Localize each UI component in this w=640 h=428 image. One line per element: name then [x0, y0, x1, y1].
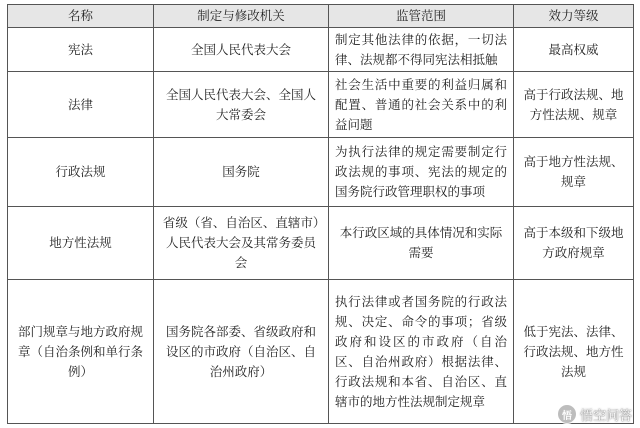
- row-scope: 社会生活中重要的利益归属和配置、普通的社会关系中的利益问题: [329, 72, 514, 138]
- row-name: 法律: [8, 72, 154, 138]
- header-authority: 制定与修改机关: [154, 5, 329, 28]
- row-authority: 省级（省、自治区、直辖市）人民代表大会及其常务委员会: [154, 206, 329, 280]
- row-name: 部门规章与地方政府规章（自治条例和单行条例）: [8, 280, 154, 424]
- row-name: 地方性法规: [8, 206, 154, 280]
- table-row: [8, 206, 634, 280]
- row-scope: 执行法律或者国务院的行政法规、决定、命令的事项；省级政府和设区的市政府（自治区、自治州政府）根据法律、行政法规和本省、自治区、直辖市的地方性法规制定规章: [329, 280, 514, 424]
- table-header-row: [8, 5, 634, 28]
- row-authority: 全国人民代表大会、全国人大常委会: [154, 72, 329, 138]
- header-name: 名称: [8, 5, 154, 28]
- row-level: 低于宪法、法律、行政法规、地方性法规: [514, 280, 634, 424]
- law-hierarchy-table: [7, 4, 634, 424]
- header-scope: 监管范围: [329, 5, 514, 28]
- table-row: [8, 72, 634, 138]
- table-row: [8, 138, 634, 206]
- row-name: 宪法: [8, 28, 154, 72]
- row-authority: 国务院: [154, 138, 329, 206]
- row-authority: 国务院各部委、省级政府和设区的市政府（自治区、自治州政府）: [154, 280, 329, 424]
- row-name: 行政法规: [8, 138, 154, 206]
- row-scope: 为执行法律的规定需要制定行政法规的事项、宪法的规定的国务院行政管理职权的事项: [329, 138, 514, 206]
- watermark: [557, 404, 632, 424]
- row-level: 最高权威: [514, 28, 634, 72]
- header-level: 效力等级: [514, 5, 634, 28]
- row-scope: 制定其他法律的依据，一切法律、法规都不得同宪法相抵触: [329, 28, 514, 72]
- table-row: [8, 28, 634, 72]
- row-level: 高于行政法规、地方性法规、规章: [514, 72, 634, 138]
- table-row: [8, 280, 634, 424]
- wukong-logo-icon: 悟: [557, 404, 577, 424]
- row-level: 高于本级和下级地方政府规章: [514, 206, 634, 280]
- row-scope: 本行政区域的具体情况和实际需要: [329, 206, 514, 280]
- watermark-text: 悟空问答: [579, 408, 632, 424]
- row-level: 高于地方性法规、规章: [514, 138, 634, 206]
- row-authority: 全国人民代表大会: [154, 28, 329, 72]
